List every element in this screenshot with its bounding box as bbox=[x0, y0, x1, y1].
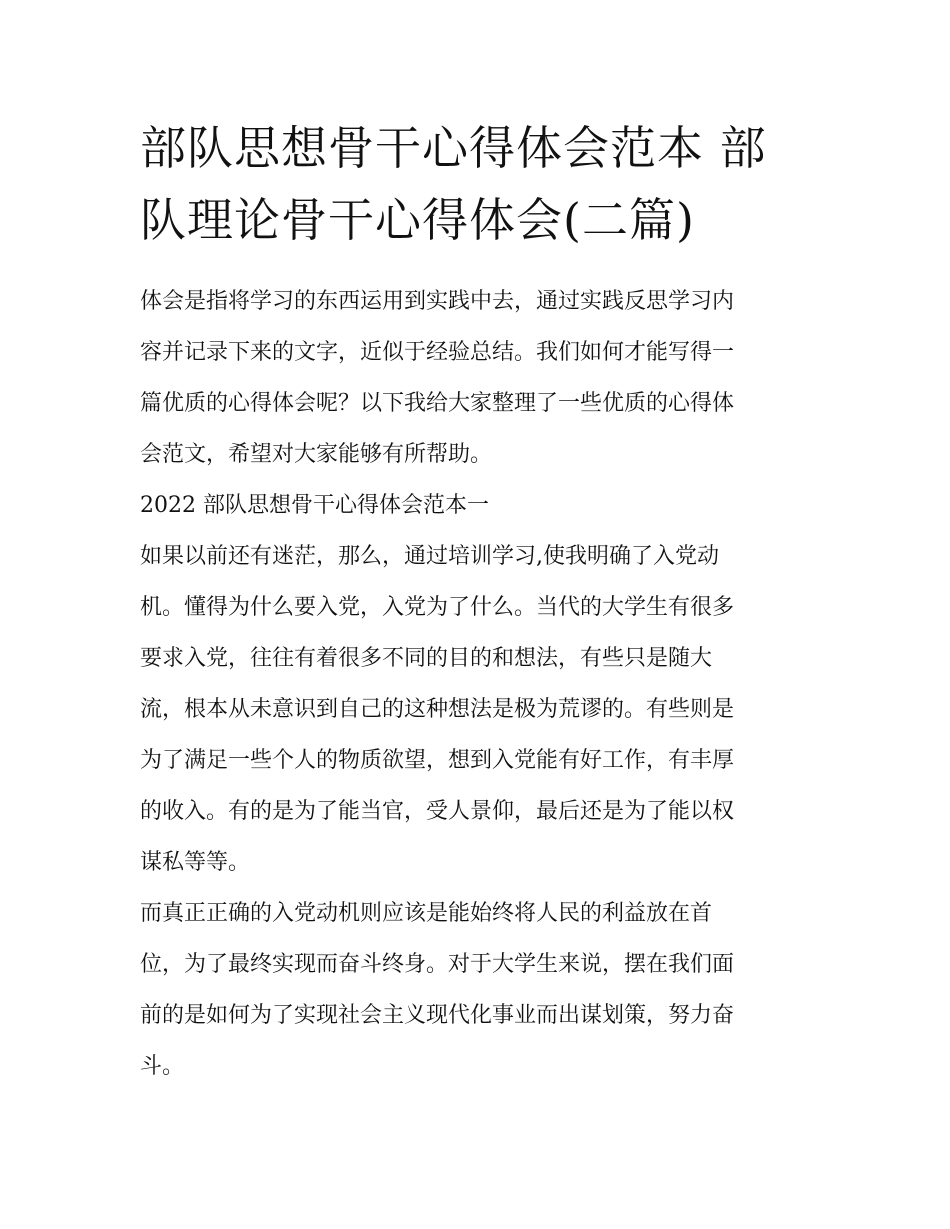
text-line: 斗。 bbox=[140, 1054, 185, 1079]
text-line: 机。懂得为什么要入党，入党为了什么。当代的大学生有很多 bbox=[140, 595, 735, 620]
text-line: 要求入党，往往有着很多不同的目的和想法，有些只是随大 bbox=[140, 646, 713, 671]
text-line: 容并记录下来的文字，近似于经验总结。我们如何才能写得一 bbox=[140, 340, 735, 365]
text-line: 的收入。有的是为了能当官，受人景仰，最后还是为了能以权 bbox=[140, 799, 735, 824]
text-line: 如果以前还有迷茫，那么，通过培训学习,使我明确了入党动 bbox=[140, 544, 719, 569]
text-line: 前的是如何为了实现社会主义现代化事业而出谋划策，努力奋 bbox=[140, 1003, 735, 1028]
paragraph-2 bbox=[140, 888, 816, 1092]
text-line: 流，根本从未意识到自己的这种想法是极为荒谬的。有些则是 bbox=[140, 697, 735, 722]
text-line: 会范文，希望对大家能够有所帮助。 bbox=[140, 442, 493, 467]
text-line: 位，为了最终实现而奋斗终身。对于大学生来说，摆在我们面 bbox=[140, 952, 735, 977]
text-line: 篇优质的心得体会呢？以下我给大家整理了一些优质的心得体 bbox=[140, 391, 735, 416]
document-body bbox=[140, 276, 816, 1092]
section-heading-text: 2022 部队思想骨干心得体会范本一 bbox=[140, 493, 489, 518]
section-heading bbox=[140, 480, 816, 531]
title-line: 部队思想骨干心得体会范本 部 bbox=[140, 121, 767, 175]
text-line: 为了满足一些个人的物质欲望，想到入党能有好工作，有丰厚 bbox=[140, 748, 735, 773]
text-line: 体会是指将学习的东西运用到实践中去，通过实践反思学习内 bbox=[140, 289, 735, 314]
document-title bbox=[140, 112, 820, 256]
title-line: 队理论骨干心得体会(二篇) bbox=[140, 193, 695, 247]
intro-paragraph bbox=[140, 276, 816, 480]
paragraph-1 bbox=[140, 531, 816, 888]
text-line: 谋私等等。 bbox=[140, 850, 251, 875]
text-line: 而真正正确的入党动机则应该是能始终将人民的利益放在首 bbox=[140, 901, 713, 926]
